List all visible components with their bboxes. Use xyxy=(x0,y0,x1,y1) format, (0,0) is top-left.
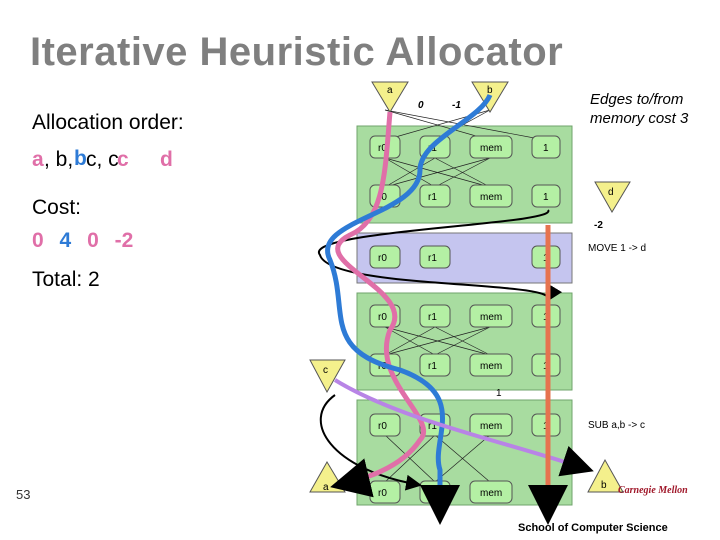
instruction-move: MOVE 1 -> d xyxy=(588,243,647,254)
cost-3: -2 xyxy=(114,229,134,252)
seq-b-text: , b, xyxy=(44,148,74,171)
var-b-top-label: b xyxy=(487,85,493,96)
n2-r1: r1 xyxy=(428,192,437,203)
footer-school: School of Computer Science xyxy=(518,522,668,534)
n1-one: 1 xyxy=(543,143,549,154)
n1-r0: r0 xyxy=(378,143,387,154)
total-cost: Total: 2 xyxy=(32,268,100,291)
n7-mem: mem xyxy=(480,488,503,499)
memory-cost-note: Edges to/from memory cost 3 xyxy=(590,91,689,127)
cost-2: 0 xyxy=(87,229,99,252)
n1-mem: mem xyxy=(480,143,503,154)
n2-one: 1 xyxy=(543,192,549,203)
n7-r1: r1 xyxy=(428,488,437,499)
edge-label-one: 1 xyxy=(496,388,502,399)
var-a-bottom-label: a xyxy=(323,482,329,493)
seq-d: d xyxy=(160,148,173,171)
n2-r0: r0 xyxy=(378,192,387,203)
var-a-top-label: a xyxy=(387,85,393,96)
n6-r0: r0 xyxy=(378,421,387,432)
n6-mem: mem xyxy=(480,421,503,432)
n5-one: 1 xyxy=(543,361,549,372)
n6-r1: r1 xyxy=(428,421,437,432)
var-c-label: c xyxy=(323,365,328,376)
n6-one: 1 xyxy=(543,421,549,432)
n1-r1: r1 xyxy=(428,143,437,154)
seq-b-highlight: b xyxy=(74,147,87,170)
allocation-order-label: Allocation order: xyxy=(32,111,184,134)
n7-r0: r0 xyxy=(378,488,387,499)
edge-label-neg2: -2 xyxy=(594,220,603,231)
seq-c-text: c, c xyxy=(86,148,119,171)
n3-r1: r1 xyxy=(428,253,437,264)
slide-number: 53 xyxy=(16,487,31,502)
edge-label-zero: 0 xyxy=(418,100,424,111)
n5-r1: r1 xyxy=(428,361,437,372)
slide-title: Iterative Heuristic Allocator xyxy=(30,30,564,74)
n3-r0: r0 xyxy=(378,253,387,264)
n4-one: 1 xyxy=(543,312,549,323)
seq-a: a xyxy=(32,148,44,171)
n3-one: 1 xyxy=(543,253,549,264)
edge-label-neg1: -1 xyxy=(452,100,461,111)
var-b-bottom-label: b xyxy=(601,480,607,491)
n4-r1: r1 xyxy=(428,312,437,323)
instruction-sub: SUB a,b -> c xyxy=(588,420,645,431)
cmu-logo-text: Carnegie Mellon xyxy=(618,485,688,496)
n4-mem: mem xyxy=(480,312,503,323)
n5-mem: mem xyxy=(480,361,503,372)
cost-0: 0 xyxy=(32,229,44,252)
var-d-label: d xyxy=(608,187,614,198)
n4-r0: r0 xyxy=(378,312,387,323)
n5-r0: r0 xyxy=(378,361,387,372)
seq-c-highlight: c xyxy=(117,148,129,171)
cost-label: Cost: xyxy=(32,196,82,219)
cost-1: 4 xyxy=(59,229,72,252)
n2-mem: mem xyxy=(480,192,503,203)
